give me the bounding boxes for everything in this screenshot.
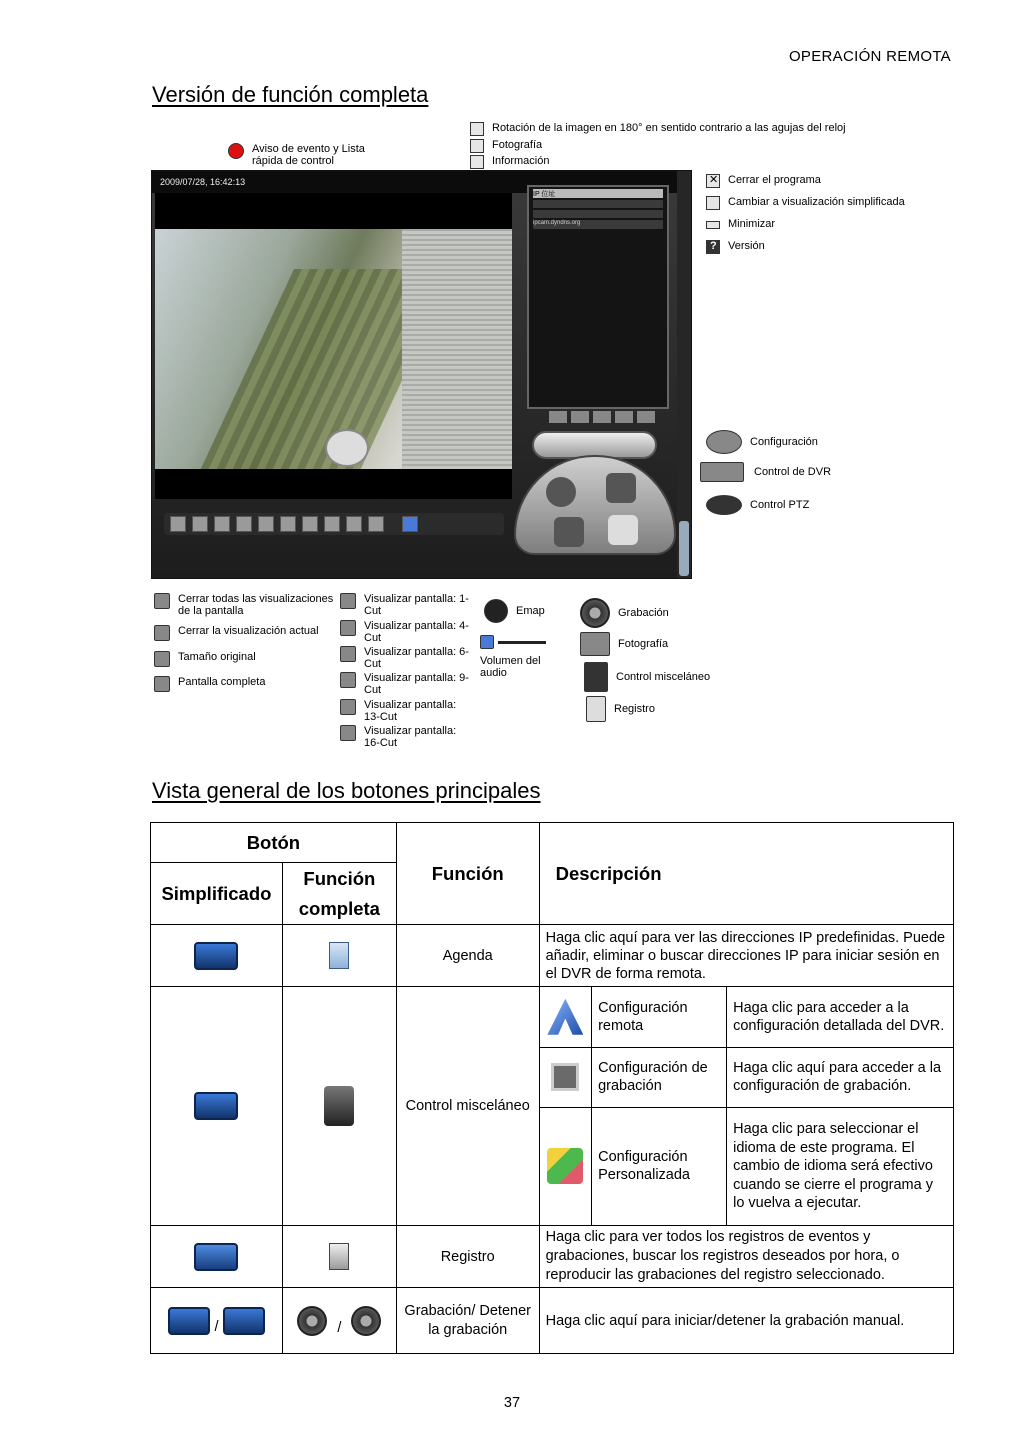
close-icon [706, 174, 720, 188]
table-row: Configuración remota Haga clic para acceder a la configuración detallada del DVR. [540, 987, 953, 1047]
close-current-button[interactable] [192, 516, 208, 532]
annotation-split-6: Visualizar pantalla: 6-Cut [340, 646, 470, 670]
agenda-icon [194, 942, 238, 970]
annotation-ptz: Control PTZ [706, 495, 809, 515]
annotation-emap: Emap [484, 599, 545, 623]
list-button[interactable] [593, 411, 611, 423]
control-dial [514, 455, 676, 555]
header-funcion: Función [396, 823, 539, 925]
gear-icon [706, 430, 742, 454]
annotation-photo: Fotografía [470, 139, 542, 153]
annotation-original-size: Tamaño original [154, 651, 256, 667]
annotation-volume: Volumen del audio [480, 635, 570, 679]
annotation-split-16: Visualizar pantalla: 16-Cut [340, 725, 470, 749]
split-16-button[interactable] [368, 516, 384, 532]
scrollbar[interactable] [679, 521, 689, 576]
annotation-minimize: Minimizar [706, 218, 775, 230]
list-item[interactable] [533, 210, 663, 218]
page-number: 37 [503, 1395, 521, 1411]
document-icon [329, 1243, 349, 1270]
annotation-misc-control: Control misceláneo [584, 662, 710, 692]
close-current-icon [154, 625, 170, 641]
original-size-button[interactable] [214, 516, 230, 532]
fullscreen-icon [154, 676, 170, 692]
annotation-config: Configuración [706, 430, 818, 454]
header-simplificado: Simplificado [151, 863, 283, 925]
split-1-button[interactable] [258, 516, 274, 532]
annotation-log: Registro [586, 696, 655, 722]
speaker-icon [480, 635, 494, 649]
misc-control-simple-icon [194, 1092, 238, 1120]
annotation-version: ? Versión [706, 240, 765, 254]
annotation-split-4: Visualizar pantalla: 4-Cut [340, 620, 470, 644]
annotation-info: Información [470, 155, 549, 169]
ptz-camera-icon [706, 495, 742, 515]
misc-control-icon [584, 662, 608, 692]
split-4-icon [340, 620, 356, 636]
annotation-record: Grabación [580, 598, 669, 628]
video-titlebar: 2009/07/28, 16:42:13 [152, 171, 691, 193]
annotation-close: ✕ Cerrar el programa [706, 174, 821, 188]
volume-slider-icon [498, 641, 546, 644]
header-boton: Botón [151, 823, 397, 863]
annotation-dvr: Control de DVR [700, 462, 831, 482]
list-item[interactable] [533, 200, 663, 208]
list-item[interactable]: ipcam.dyndns.org [533, 220, 663, 229]
camera-video[interactable] [155, 229, 512, 469]
log-icon[interactable] [608, 515, 638, 545]
misc-control-icon[interactable] [606, 473, 636, 503]
annotation-split-13: Visualizar pantalla: 13-Cut [340, 699, 470, 723]
annotation-snapshot: Fotografía [580, 632, 668, 656]
annotation-split-1: Visualizar pantalla: 1-Cut [340, 593, 470, 617]
cubes-icon [547, 1148, 583, 1184]
annotation-fullscreen: Pantalla completa [154, 676, 265, 692]
record-stop-icon [351, 1306, 381, 1336]
header-funcion-completa: Función completa [282, 863, 396, 925]
ip-address-list[interactable]: IP 位址 ipcam.dyndns.org [527, 185, 669, 409]
split-16-icon [340, 725, 356, 741]
split-6-icon [340, 646, 356, 662]
annotation-close-all: Cerrar todas las visualizaciones de la pantalla [154, 593, 339, 617]
split-9-button[interactable] [324, 516, 340, 532]
fullscreen-button[interactable] [236, 516, 252, 532]
split-13-button[interactable] [346, 516, 362, 532]
screen-control-bar [164, 513, 504, 535]
list-button[interactable] [571, 411, 589, 423]
close-all-button[interactable] [170, 516, 186, 532]
split-1-icon [340, 593, 356, 609]
table-row: / / Grabación/ Detener la grabación Haga clic aquí para iniciar/detener la grabación manual. [151, 1288, 954, 1354]
camera-icon [470, 139, 484, 153]
remote-config-icon [547, 999, 583, 1035]
annotation-switch: Cambiar a visualización simplificada [706, 196, 905, 210]
original-size-icon [154, 651, 170, 667]
split-13-icon [340, 699, 356, 715]
document-icon [586, 696, 606, 722]
dvr-remote-window [151, 170, 692, 579]
record-config-icon [551, 1063, 579, 1091]
minimize-icon [706, 221, 720, 229]
misc-control-icon [324, 1086, 354, 1126]
camera-icon [580, 632, 610, 656]
annotation-split-9: Visualizar pantalla: 9-Cut [340, 672, 470, 696]
annotation-event: Aviso de evento y Lista rápida de control [228, 143, 378, 167]
table-row: Configuración de grabación Haga clic aquí para acceder a la configuración de grabación. [540, 1047, 953, 1107]
table-row: Control misceláneo Configuración remota Haga clic para acceder a la configuración detallada del DVR. Configuración de grabación Haga clic aquí para acceder a la configuración de grabación. Configuración Personalizada Haga clic para seleccionar el idioma de este programa. El cambio de idioma será efectivo cuando se cierre el programa y lo vuelva a ejecutar. [151, 987, 954, 1226]
close-all-icon [154, 593, 170, 609]
list-button[interactable] [615, 411, 633, 423]
annotation-close-current: Cerrar la visualización actual [154, 625, 319, 641]
page-header: OPERACIÓN REMOTA [788, 48, 951, 65]
dvr-icon [700, 462, 744, 482]
list-button[interactable] [549, 411, 567, 423]
buttons-overview-table [150, 822, 954, 1354]
volume-icon[interactable] [402, 516, 418, 532]
record-start-icon [297, 1306, 327, 1336]
split-6-button[interactable] [302, 516, 318, 532]
record-icon[interactable] [546, 477, 576, 507]
rotate-icon [470, 122, 484, 136]
snapshot-icon[interactable] [554, 517, 584, 547]
help-icon [706, 240, 720, 254]
log-simple-icon [194, 1243, 238, 1271]
split-4-button[interactable] [280, 516, 296, 532]
table-row: Registro Haga clic para ver todos los registros de eventos y grabaciones, buscar los registros deseados por hora, o reproducir las grabaciones del registro seleccionado. [151, 1226, 954, 1288]
annotation-rotate: Rotación de la imagen en 180° en sentido contrario a las agujas del reloj [470, 122, 846, 136]
address-book-icon [329, 942, 349, 969]
emap-icon [484, 599, 508, 623]
switch-view-icon [706, 196, 720, 210]
alert-icon [228, 143, 244, 159]
record-start-simple-icon [168, 1307, 210, 1335]
record-stop-simple-icon [223, 1307, 265, 1335]
film-reel-icon [580, 598, 610, 628]
table-row: Agenda Haga clic aquí para ver las direcciones IP predefinidas. Puede añadir, eliminar o buscar direcciones IP para iniciar sesión en el DVR de forma remota. [151, 925, 954, 987]
section-title-buttons: Vista general de los botones principales [152, 778, 541, 803]
split-9-icon [340, 672, 356, 688]
info-icon [470, 155, 484, 169]
header-descripcion: Descripción [539, 823, 953, 925]
table-row: Configuración Personalizada Haga clic para seleccionar el idioma de este programa. El cambio de idioma será efectivo cuando se cierre el programa y lo vuelva a ejecutar. [540, 1107, 953, 1225]
list-button[interactable] [637, 411, 655, 423]
section-title-full: Versión de función completa [152, 82, 429, 107]
